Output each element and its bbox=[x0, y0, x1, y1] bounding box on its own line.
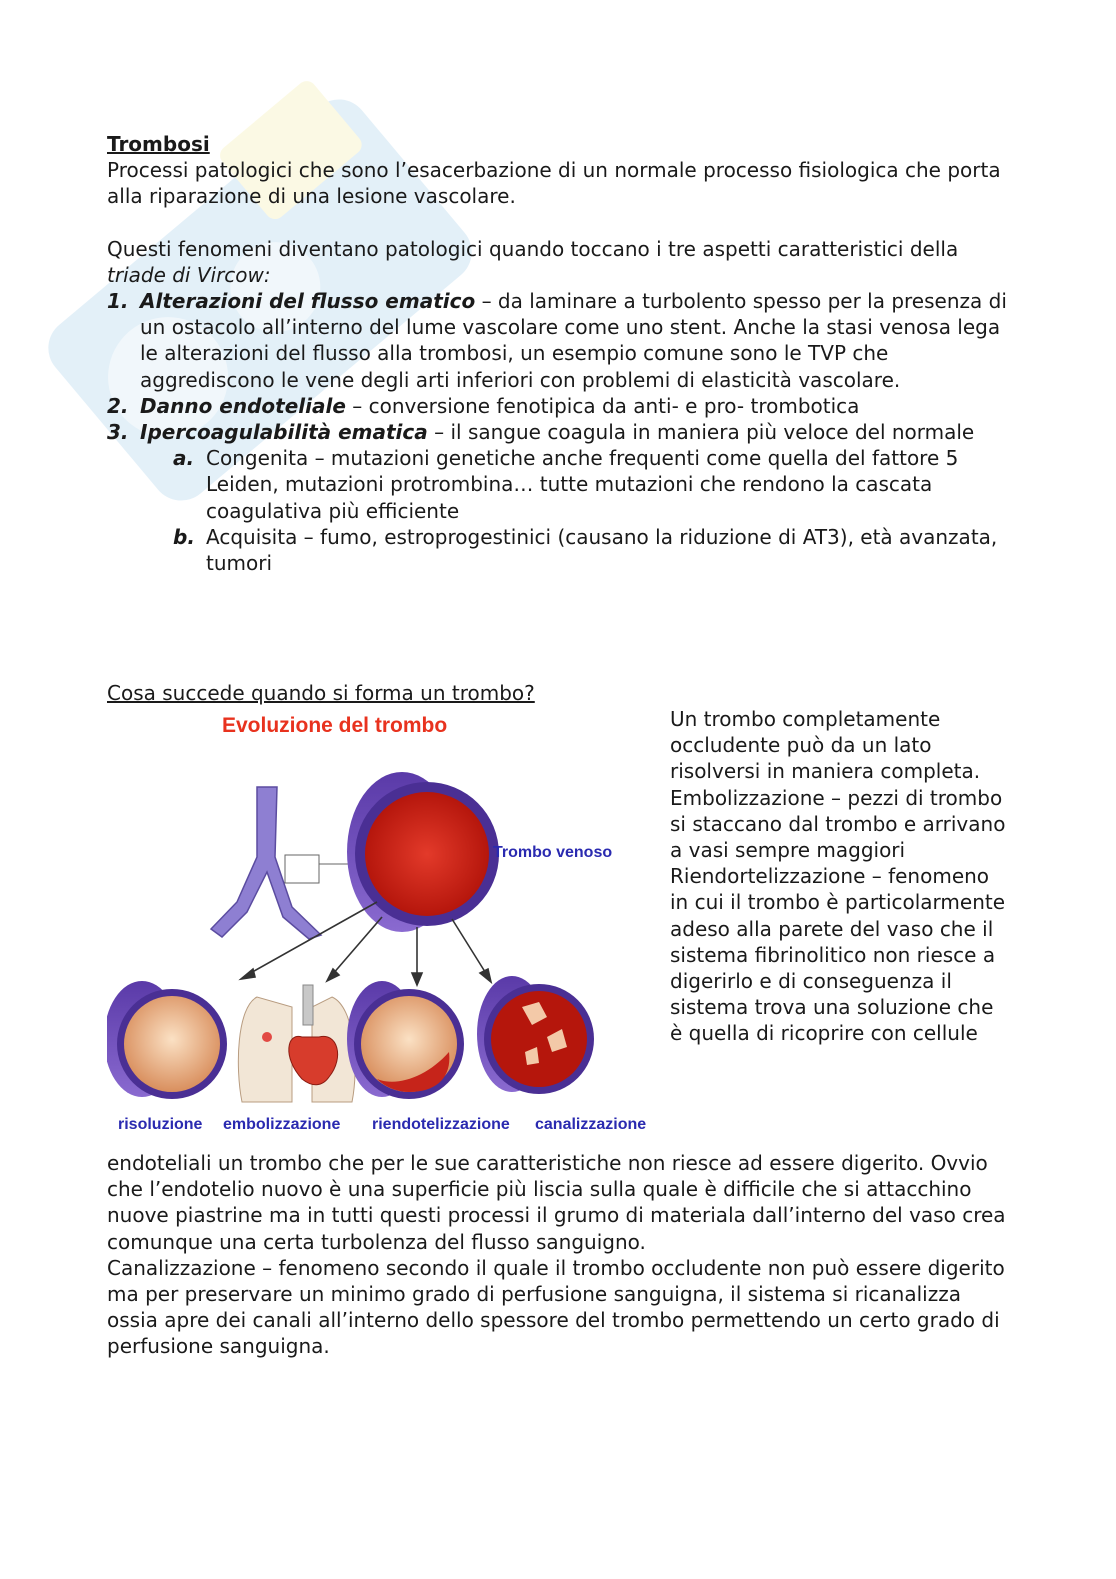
lung-heart-illustration bbox=[238, 985, 355, 1102]
section-heading: Cosa succede quando si forma un trombo? bbox=[107, 681, 535, 705]
virchow-emphasis: triade di Vircow: bbox=[107, 262, 271, 287]
thrombus-diagram bbox=[107, 707, 655, 1143]
venous-thrombus-vessel bbox=[347, 772, 499, 932]
list-item bbox=[107, 524, 1007, 576]
reendothelialization-vessel bbox=[347, 981, 464, 1099]
page-title: Trombosi bbox=[107, 132, 210, 156]
side-paragraph: Un trombo completamente occludente può da un lato risolversi in maniera completa. Embolizzazione – pezzi di trombo si staccano dal trombo e arrivano a vasi sempre maggiori Riendortelizzazione – fenomeno in cui il trombo è particolarmente adeso alla parete del vaso che il sistema fibrinolitico non riesce a digerirlo e di conseguenza il sistema trova una soluzione che è quella di ricoprire con cellule bbox=[670, 707, 1006, 1046]
vein-branch-illustration bbox=[211, 787, 321, 939]
list-number: 3. bbox=[107, 420, 129, 445]
document-body bbox=[107, 131, 1007, 576]
list-letter: b. bbox=[173, 524, 195, 549]
reendothelialization-label: riendotelizzazione bbox=[372, 1116, 510, 1133]
bottom-text bbox=[107, 1150, 1007, 1360]
factor-term: Danno endoteliale bbox=[140, 393, 346, 418]
venous-thrombus-label: Trombo venoso bbox=[493, 844, 613, 861]
list-letter: a. bbox=[173, 446, 195, 471]
list-number: 2. bbox=[107, 393, 129, 418]
factor-text: – da laminare a turbolento spesso per la presenza di un ostacolo all’interno del lume vascolare come uno stent. Anche la stasi venosa lega le alterazioni del flusso alla trombosi, un esempio comune sono le TVP che aggrediscono le vene degli arti inferiori con problemi di elasticità vascolare. bbox=[140, 289, 1007, 392]
virchow-lead: Questi fenomeni diventano patologici quando toccano i tre aspetti caratteristici della bbox=[107, 236, 959, 261]
continuation-paragraph: endoteliali un trombo che per le sue caratteristiche non riesce ad essere digerito. Ovvio che l’endotelio nuovo è una superficie più liscia sulla quale è difficile che si attacchino nuove piastrine ma in tutti questi processi il grumo di materiala dall’interno del vaso crea comunque una certa turbolenza del flusso sanguigno. bbox=[107, 1151, 1006, 1254]
intro-paragraph: Processi patologici che sono l’esacerbazione di un normale processo fisiologica che porta alla riparazione di una lesione vascolare. bbox=[107, 158, 1001, 209]
list-item bbox=[107, 288, 1007, 393]
resolution-label: risoluzione bbox=[118, 1116, 203, 1133]
subfactor-text: Congenita – mutazioni genetiche anche frequenti come quella del fattore 5 Leiden, mutazioni protrombina… tutte mutazioni che rendono la cascata coagulativa più efficiente bbox=[206, 446, 959, 523]
canalization-paragraph: Canalizzazione – fenomeno secondo il quale il trombo occludente non può essere digerito ma per preservare un minimo grado di perfusione sanguigna, il sistema si ricanalizza ossia apre dei canali all’interno dello spessore del trombo permettendo un certo grado di perfusione sanguigna. bbox=[107, 1255, 1005, 1359]
list-number: 1. bbox=[107, 289, 129, 314]
resolution-vessel bbox=[107, 981, 227, 1099]
canalization-label: canalizzazione bbox=[535, 1116, 647, 1133]
factor-term: Ipercoagulabilità ematica bbox=[140, 420, 428, 445]
list-item bbox=[107, 419, 1007, 445]
thrombus-evolution-figure bbox=[107, 707, 655, 1143]
subfactor-text: Acquisita – fumo, estroprogestinici (causano la riduzione di AT3), età avanzata, tumori bbox=[206, 524, 998, 576]
hypercoagulability-sublist bbox=[107, 445, 1007, 576]
factor-text: – il sangue coagula in maniera più veloce del normale bbox=[427, 420, 975, 445]
factor-term: Alterazioni del flusso ematico bbox=[140, 289, 476, 314]
figure-title: Evoluzione del trombo bbox=[222, 714, 448, 737]
virchow-factor-list bbox=[107, 288, 1007, 445]
embolization-label: embolizzazione bbox=[223, 1116, 341, 1133]
factor-text: – conversione fenotipica da anti- e pro- trombotica bbox=[345, 393, 860, 418]
virchow-paragraph bbox=[107, 236, 1007, 288]
list-item bbox=[107, 393, 1007, 419]
canalization-vessel bbox=[477, 976, 594, 1094]
list-item bbox=[107, 445, 1007, 524]
